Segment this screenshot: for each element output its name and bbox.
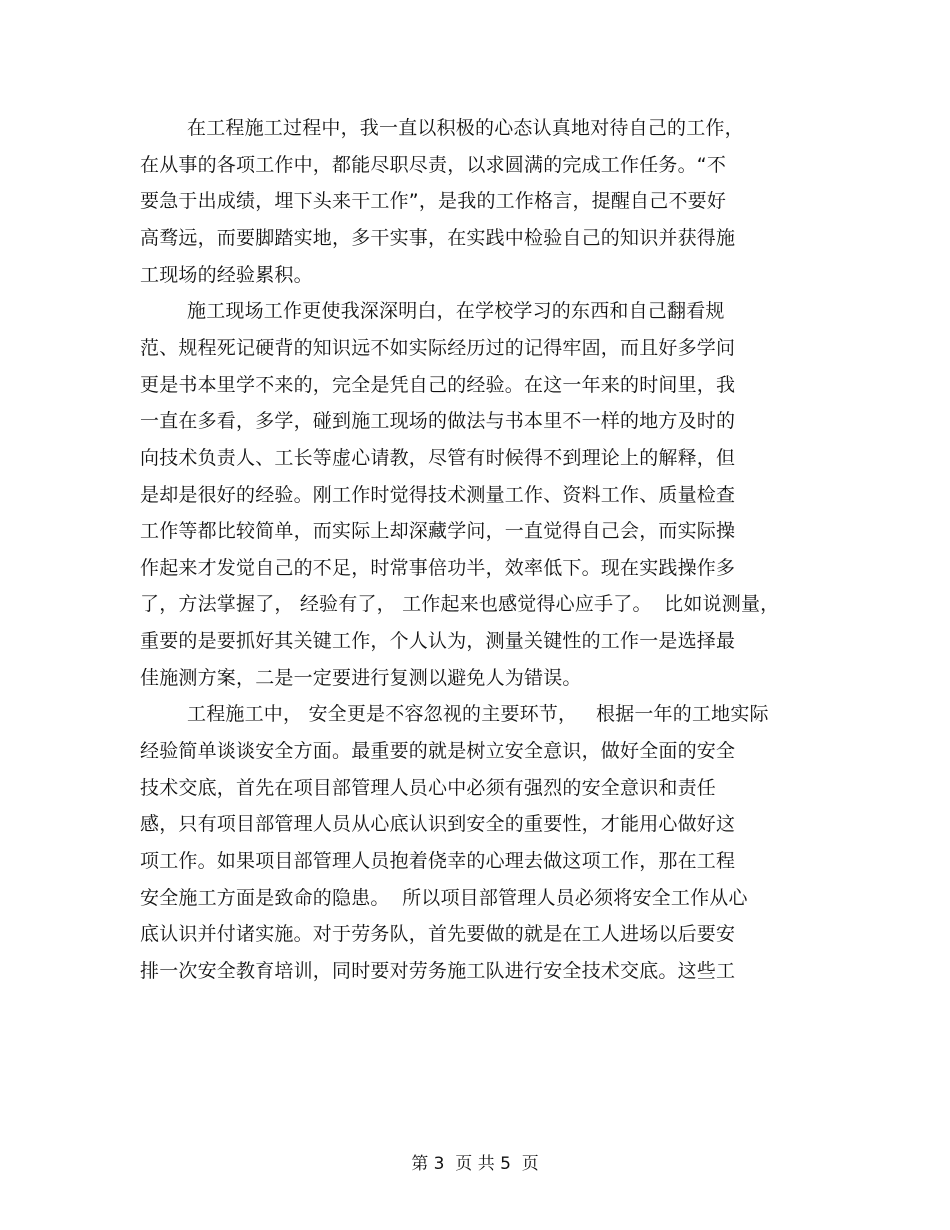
paragraph-line: 作起来才发觉自己的不足，时常事倍功半，效率低下。现在实践操作多 — [140, 556, 736, 579]
paragraph-first-line: 在工程施工过程中，我一直以积极的心态认真地对待自己的工作， — [187, 117, 744, 139]
paragraph-line: 在从事的各项工作中，都能尽职尽责，以求圆满的完成工作任务。“不 — [140, 153, 727, 176]
paragraph-line: 了，方法掌握了， 经验有了， 工作起来也感觉得心应手了。 比如说测量， — [140, 593, 780, 616]
paragraph-line: 工现场的经验累积。 — [140, 263, 313, 286]
paragraph-line: 排一次安全教育培训，同时要对劳务施工队进行安全技术交底。这些工 — [140, 959, 736, 982]
paragraph-line: 更是书本里学不来的，完全是凭自己的经验。在这一年来的时间里，我 — [140, 373, 736, 396]
paragraph-line: 技术交底，首先在项目部管理人员心中必须有强烈的安全意识和责任 — [140, 776, 717, 799]
paragraph-line: 项工作。如果项目部管理人员抱着侥幸的心理去做这项工作，那在工程 — [140, 850, 736, 872]
paragraph-line: 范、规程死记硬背的知识远不如实际经历过的记得牢固，而且好多学问 — [140, 336, 736, 359]
paragraph-line: 重要的是要抓好其关键工作，个人认为，测量关键性的工作一是选择最 — [140, 630, 736, 653]
paragraph-line: 高骛远，而要脚踏实地，多干实事，在实践中检验自己的知识并获得施 — [140, 226, 736, 249]
paragraph-line: 向技术负责人、工长等虚心请教，尽管有时候得不到理论上的解释，但 — [140, 446, 736, 469]
paragraph-line: 感，只有项目部管理人员从心底认识到安全的重要性，才能用心做好这 — [140, 813, 736, 836]
page-footer: 第 3 页 共 5 页 — [411, 1154, 539, 1174]
paragraph-line: 经验简单谈谈安全方面。最重要的就是树立安全意识，做好全面的安全 — [140, 740, 736, 763]
paragraph-line: 是却是很好的经验。刚工作时觉得技术测量工作、资料工作、质量检查 — [140, 483, 736, 506]
paragraph-line: 工作等都比较简单，而实际上却深藏学问，一直觉得自己会，而实际操 — [140, 520, 736, 543]
paragraph-line: 底认识并付诸实施。对于劳务队，首先要做的就是在工人进场以后要安 — [140, 923, 736, 946]
paragraph-first-line: 施工现场工作更使我深深明白，在学校学习的东西和自己翻看规 — [187, 300, 725, 323]
paragraph-line: 要急于出成绩，埋下头来干工作”，是我的工作格言，提醒自己不要好 — [140, 190, 727, 213]
paragraph-line: 安全施工方面是致命的隐患。 所以项目部管理人员必须将安全工作从心 — [140, 886, 748, 909]
paragraph-line: 一直在多看，多学，碰到施工现场的做法与书本里不一样的地方及时的 — [140, 410, 736, 433]
paragraph-first-line: 工程施工中， 安全更是不容忽视的主要环节， 根据一年的工地实际 — [187, 703, 769, 726]
paragraph-line: 佳施测方案，二是一定要进行复测以避免人为错误。 — [140, 666, 582, 689]
